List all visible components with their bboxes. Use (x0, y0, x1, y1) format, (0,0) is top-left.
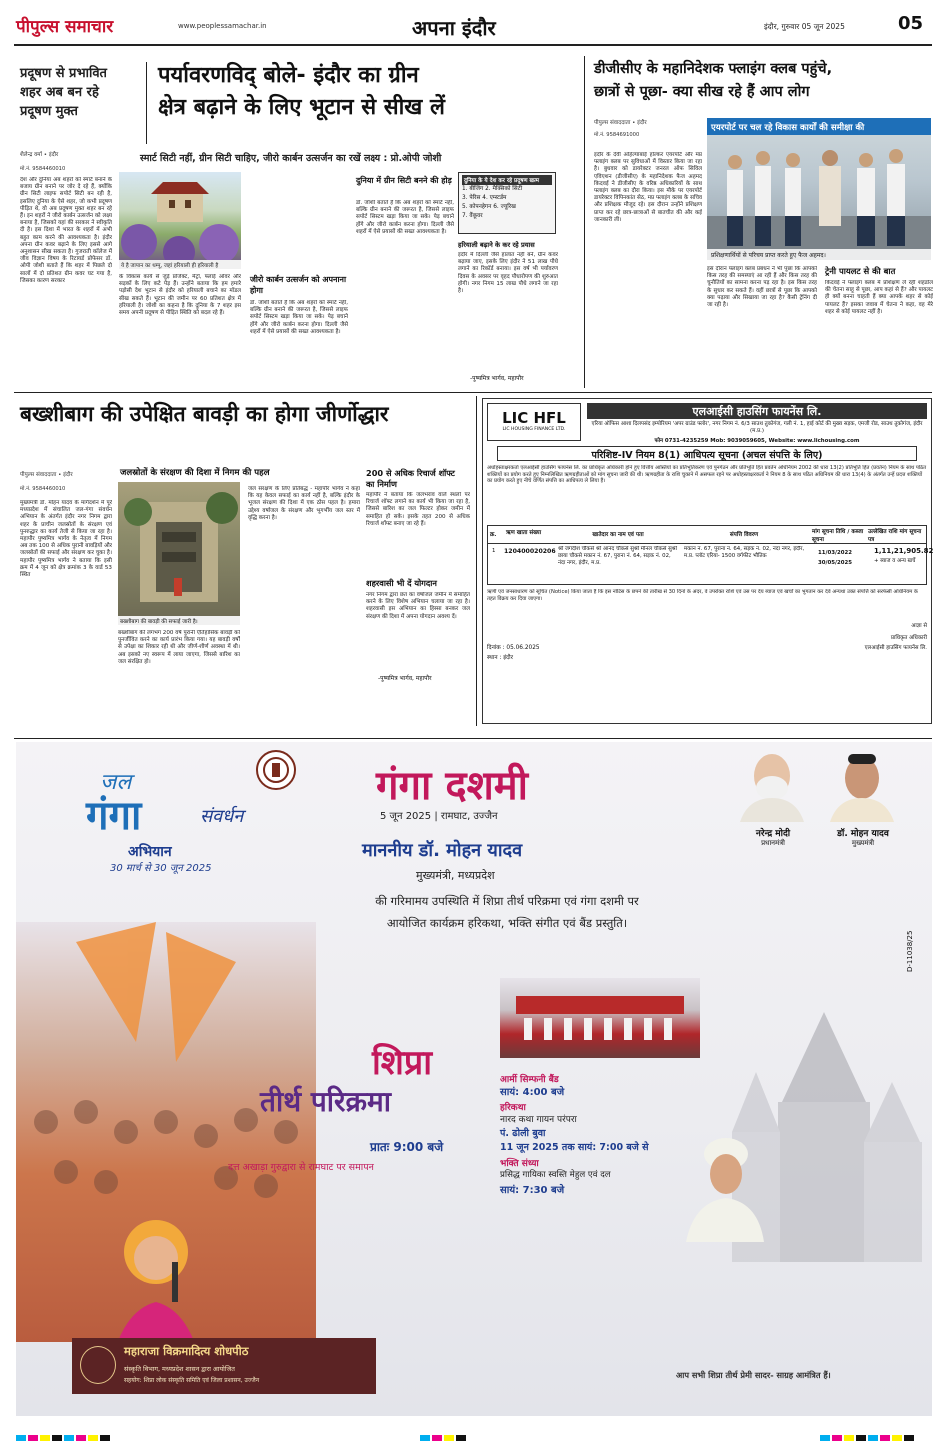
lic-table (487, 525, 934, 585)
sub-world-green: दुनिया में ग्रीन सिटी बनने की होड़ (356, 176, 452, 185)
kicker-line: प्रदूषण मुक्त (20, 104, 78, 119)
th-date: मांग सूचना तिथि / कब्जा सूचना (812, 529, 864, 543)
photo-caption: प्रशिक्षणार्थियों से परिचय प्राप्त करते हुए फैज अहमद। (707, 249, 931, 260)
schedule-item-detail: नारद कथा गायन परंपरा (500, 1115, 577, 1125)
bhutan-photo-art (119, 172, 241, 268)
story1-body3: डॉ. जोशी बताते हैं कि अब शहरों को स्मार्ट नहीं, बल्कि ग्रीन बनाने की जरूरत है, जिससे लाइफ सपोर्ट सिस्टम खड़ा किया जा सके। पेड़ बचाने होंगे और जीरो कार्बन करना होगा। दिल्ली जैसे शहरों में ऐसे प्रयासों की सख्त आवश्यकता है। (356, 200, 454, 235)
lic-sign-3: एलआईसी हाउसिंग फायनेंस लि. (864, 645, 927, 651)
story1-author: -पुष्यमित्र भार्गव, महापौर (470, 375, 524, 382)
guest-name: माननीय डॉ. मोहन यादव (362, 840, 523, 861)
stage-photo (500, 978, 700, 1058)
table-row (488, 544, 934, 584)
registration-bar-right (820, 1426, 916, 1445)
story2-body: इंदौर के देवी अहिल्याबाई होल्कर एयरपोर्ट और मप्र फ्लाइंग क्लब पर सुविधाओं में विस्तार किया जा रहा है। बुधवार को डायरेक्टर जनरल ऑफ सिविल एविएशन (डीजीसीए) के महानिदेशक फैज अहमद किदवई ने डीजीसीए के वरिष्ठ अधिकारियों के साथ फ्लाइंग क्लब का दौरा किया। इस मौके पर एयरपोर्ट डायरेक्टर विपिनकांत सेठ, मप्र फ्लाइंग क्लब के सचिव और प्रशिक्षक मौजूद रहे। इस दौरान उन्होंने प्रशिक्षण प्राप्त कर रहे छात्र-छात्राओं से बातचीत की और कई जानकारी ली। (594, 152, 702, 223)
leader1-title: प्रधानमंत्री (761, 839, 785, 847)
lic-sign-1: आज्ञा से (911, 623, 927, 629)
schedule-item-detail: 11 जून 2025 तक सायं: 7:00 बजे से (500, 1142, 649, 1153)
flying-club-photo (707, 118, 931, 260)
bhutan-photo (119, 172, 241, 268)
lic-sign-2: प्राधिकृत अधिकारी (890, 635, 927, 641)
campaign-line-2: गंगा (86, 792, 142, 839)
story2-body2: इस दौरान फ्लाइंग क्लब प्रबंधन ने भी पूछा कि आपको किस तरह की समस्याएं आ रही हैं और किस तरह की चुनौतियों का सामना करना पड़ रहा है। इस किस तरह के सुधार कर सकते हैं। वहीं छात्रों से पूछा कि आपको क्या पढ़ाया और सिखाया जा रहा है? कैसी ट्रेनिंग दी जा रही है। (707, 266, 817, 309)
lic-date: दिनांक : 05.06.2025 (487, 645, 540, 651)
schedule-item-title: पं. ढोली बुवा (500, 1128, 546, 1139)
th-property: संपत्ति विवरण (729, 532, 759, 538)
masthead-website: www.peoplessamachar.in (178, 22, 267, 30)
headline-line: छात्रों से पूछा- क्या सीख रहे हैं आप लोग (594, 84, 810, 100)
td-date1: 11/03/2022 (818, 550, 852, 556)
registration-bar-mid (420, 1426, 468, 1445)
lic-address: एरिया ऑफिस आशा दिलपसंद इम्पोरियम 'अपर ग्राउंड फ्लोर', नगर निगम नं. 6/3 साउथ तुकोगंज, गली नं. 1, हाई कोर्ट की मुख्य सड़क, एमजी रोड, साउथ तुकोगंज, इंदौर (म.प्र.) (591, 421, 923, 434)
campaign-logo (66, 766, 286, 896)
registration-bar-left (16, 1426, 112, 1445)
leader1-art (732, 742, 812, 822)
lic-contact: फोन 0731-4235259 Mob: 9039059605, Website: www.lichousing.com (654, 438, 860, 444)
photo-banner: एयरपोर्ट पर चल रहे विकास कार्यों की समीक्षा की (707, 118, 931, 135)
sub-jal: जलस्रोतों के संरक्षण की दिशा में निगम की पहल (120, 468, 270, 478)
story1-body4: इंदौर में दिल्ली जैसे हालात नहीं बने, ग्रीन कवर बढ़ाया जाए, इसके लिए इंदौर ने 51 लाख पौधे लगाने का रिकॉर्ड बनाया। इस वर्ष भी पर्यावरण दिवस के अवसर पर वृहद पौधारोपण की शुरुआत होगी। नगर निगम 15 लाख पौधे लगाने जा रहा है। (458, 252, 558, 295)
countries-box-title: दुनिया के ये देश कर रहे प्रदूषण खत्म (462, 175, 552, 185)
ad-top-rule (14, 738, 932, 739)
sub-trainee: ट्रेनी पायलट से की बात (825, 266, 896, 276)
bhutan-photo-caption: ये है जापान का थम्पू, जहां हरियाली ही हरियाली है (119, 260, 241, 269)
bawdi-caption: बख्शीबाग की बावड़ी की सफाई जारी है। (118, 616, 240, 625)
story2-byline: पीपुल्स संवाददाता • इंदौर (594, 120, 647, 126)
org-emblem (80, 1346, 116, 1384)
parikrama-line-1: शिप्रा (372, 1043, 433, 1083)
mp-emblem (256, 750, 296, 790)
page-number: 05 (898, 13, 924, 34)
schedule-item-detail: प्रसिद्ध गायिका स्वस्ति मेहुल एवं दल (500, 1170, 611, 1180)
event-date: 5 जून 2025 | रामघाट, उज्जैन (380, 811, 498, 822)
lic-intro: अधोहस्ताक्षरकर्ता एलआईसी हाउसिंग फायनेंस लि. का प्राधिकृत अधिकारी होने हुए वित्तीय आस्तियों का प्रतिभूतिकरण एवं पुनर्गठन और प्रतिभूति हित प्रवर्तन अधिनियम 2002 की धारा 13(2) प्रतिभूति हित (प्रवर्तन) नियम के साथ पठित शक्तियों का प्रयोग करते हुए निम्नलिखित ऋणग्रहीताओं को मांग सूचना जारी की थी। ऋणग्रहीता के राशि चुकाने में असफल रहने पर अधोहस्ताक्षरकर्ता ने नियम 8 के साथ पठित अधिनियम की धारा 13(4) के अंतर्गत उन्हें प्रदत्त शक्तियों का प्रयोग करते हुए नीचे वर्णित संपत्ति का आधिपत्य ले लिया है। (487, 465, 927, 485)
ad-invite: आप सभी शिप्रा तीर्थ प्रेमी सादर- साग्रह आमंत्रित हैं। (676, 1370, 831, 1380)
lic-footer: ऋणी एवं जनसाधारण को सूचित (Notice) किया जाता है कि इस नोटिस के छपने की तारीख से 30 दिनों के अंदर, वे उपरोक्त राशि एवं उस पर देय ब्याज एवं खर्चों का भुगतान कर देवें अन्यथा उक्त संपत्ति को सरफेसी अधिनियम के तहत विक्रय कर दिया जाएगा। (487, 589, 918, 602)
story3-body: मुख्यमंत्री डॉ. मोहन यादव के मार्गदर्शन में पूरे मध्यप्रदेश में संचालित जल-गंगा संवर्धन अभियान के अंतर्गत इंदौर नगर निगम द्वारा शहर के प्राचीन जलस्रोतों के संरक्षण एवं पुनरुद्धार का कार्य तेजी से किया जा रहा है। महापौर पुष्यमित्र भार्गव के नेतृत्व में निगम अब तक 100 से अधिक पुरानी बावड़ियों और जलस्रोतों की सफाई और संरक्षण कर चुका है। महापौर पुष्यमित्र भार्गव ने बताया कि इसी क्रम में 4 जून को क्षेत्र क्रमांक 3 के वार्ड 53 स्थित (20, 500, 112, 579)
schedule-item-detail: सायं: 4:00 बजे (500, 1087, 565, 1098)
bawdi-photo (118, 482, 240, 616)
schedule-item-detail: सायं: 7:30 बजे (500, 1185, 565, 1196)
story1-headline (158, 60, 588, 124)
table-header (488, 526, 926, 544)
story1-subhead: स्मार्ट सिटी नहीं, ग्रीन सिटी चाहिए, जीरो कार्बन उत्सर्जन का रखें लक्ष्य : प्रो.ओपी जोशी (140, 153, 442, 164)
leader2-name: डॉ. मोहन यादव (837, 829, 889, 839)
guest-title: मुख्यमंत्री, मध्यप्रदेश (416, 869, 495, 882)
lic-title: परिशिष्ट-IV नियम 8(1) आधिपत्य सूचना (अचल संपत्ति के लिए) (497, 446, 917, 461)
ganga-ad (16, 742, 932, 1416)
leader2-art (822, 742, 902, 822)
kicker-line: प्रदूषण से प्रभावित (20, 66, 107, 81)
section-title: अपना इंदौर (412, 16, 496, 40)
story3-body5: नगर निगम द्वारा छत का वर्षाजल जमीन में समाहित करने के लिए विशेष अभियान चलाया जा रहा है। शहरवासी इस अभियान का हिस्सा बनकर जल संरक्षण की दिशा में अपना योगदान अवश्य दें। (366, 592, 470, 620)
schedule-item-title: भक्ति संध्या (500, 1159, 539, 1169)
org-footer (72, 1338, 376, 1394)
parikrama-route: दत्त अखाड़ा गुरुद्वारा से रामघाट पर समापन (228, 1162, 374, 1173)
story2-headline (594, 58, 934, 104)
event-title: गंगा दशमी (376, 762, 529, 809)
td-property: मकान नं. 67, पुराना नं. 64, सड़क नं. 02, नंदा नगर, इंदौर, म.प्र. प्लॉट एरिया- 1500 वर्गफीट भौतिक (684, 546, 805, 559)
headline-line: क्षेत्र बढ़ाने के लिए भूटान से सीख लें (158, 95, 445, 120)
countries-box-item: 1. बीजिंग 2. मैक्सिको सिटी (462, 186, 523, 192)
leader-photo-2 (822, 742, 902, 822)
masthead-date: इंदौर, गुरुवार 05 जून 2025 (764, 22, 845, 31)
bawdi-photo-art (118, 482, 240, 616)
countries-box (458, 172, 556, 234)
headline-line: पर्यावरणविद् बोले- इंदौर का ग्रीन (158, 63, 419, 88)
lic-company: एलआईसी हाउसिंग फायनेंस लि. (587, 403, 927, 419)
story3-body3: जल संरक्षण के लिए प्रतिबद्ध - महापौर भार्गव ने कहा कि यह केवल सफाई का कार्य नहीं है, बल्कि इंदौर के भूजल संरक्षण की दिशा में एक ठोस पहल है। हमारा उद्देश्य वर्षाजल के संरक्षण और भूगर्भीय जल स्तर में वृद्धि करना है। (248, 486, 360, 521)
masthead-rule (14, 44, 932, 46)
flying-club-art (707, 118, 931, 260)
org-line-1: संस्कृति विभाग, मध्यप्रदेश शासन द्वारा आयोजित (124, 1365, 235, 1373)
story2-mobile: मो.नं. 9584691000 (594, 132, 640, 138)
story1-rule-v (584, 56, 585, 388)
ad-desc-2: आयोजित कार्यक्रम हरिकथा, भक्ति संगीत एवं बैंड प्रस्तुति। (386, 916, 628, 930)
lic-notice (482, 398, 932, 724)
stage-art (500, 978, 700, 1058)
story1-body: देश और दुनिया अब शहरों को स्मार्ट बनाने के बजाय ग्रीन बनाने पर जोर दे रहे हैं, क्योंकि ग्रीन सिटी लाइफ सपोर्ट सिटी बन रही है, इसलिए दुनिया के ऐसे शहर, जो कभी प्रदूषण पीड़ित थे, वो अब प्रदूषण मुक्त शहर बन रहे हैं। इन शहरों ने जीरो कार्बन उत्सर्जन को लक्ष्य बनाया है, जिसको यहां की सरकार ने स्वीकृति दी है। इस दिशा में भारत के शहरों में अभी बहुत काम करने की आवश्यकता है। इंदौर अपना ग्रीन कवर बढ़ाने के लिए इससे आगे अनुशासन सीख सकता है। गुजराती कॉलेज में जीव विज्ञान विषय के रिटायर्ड प्रोफेसर डॉ. ओपी जोशी बताते हैं कि शहर में पिछले दो सालों में दो प्रतिशत ग्रीन कवर घट गया है, जिसका कारण सरकार (20, 177, 112, 284)
leader1-name: नरेन्द्र मोदी (755, 829, 791, 839)
th-account: ऋण खाता संख्या (506, 530, 542, 536)
sub-yoga: शहरवासी भी दें योगदान (366, 578, 437, 588)
schedule-item-title: आर्मी सिम्फनी बैंड (500, 1075, 559, 1085)
story3-byline: पीपुल्स संवाददाता • इंदौर (20, 472, 73, 478)
campaign-line-4: अभियान (128, 844, 172, 860)
emblem-icon (258, 752, 294, 788)
story3-body2: बख्शीबाग की लगभग 200 वर्ष पुरानी ऐतिहासिक बावड़ी को पुनर्जीवित करने का कार्य प्रारंभ किया गया। यह बावड़ी वर्षों से उपेक्षा का शिकार रही थी और जीर्ण-शीर्ण अवस्था में थी। अब इसको नए स्वरूप में लाया जाएगा, जिससे बारिश का जल संरक्षित हो। (118, 630, 240, 665)
story3-mobile: मो.नं. 9584460010 (20, 486, 66, 492)
story1-body2-left: के विकास कार्य से जुड़े प्रोजेक्ट, मेट्रो, फ्लाई ओवर और सड़कों के लिए कटे पेड़ हैं। उन्होंने बताया कि हम हमारे पड़ोसी देश भूटान से इंदौर को हरियाली बचाने का मॉडल सीख सकते हैं। भूटान की जमीन पर 60 प्रतिशत क्षेत्र में हरियाली है। जोशी का कहना है कि दुनिया के 7 शहर इस समय अपनी प्रदूषण से पीड़ित स्थिति को बदल रहे हैं। (119, 274, 241, 317)
th-name: खातेदार का नाम एवं पता (592, 532, 644, 538)
td-amount: 1,11,21,905.82 (874, 547, 934, 555)
lic-logo-box (487, 403, 581, 441)
campaign-dates: 30 मार्च से 30 जून 2025 (110, 863, 212, 874)
story1-body2-right: डॉ. जोशी बताते हैं कि अब शहरों को स्मार्ट नहीं, बल्कि ग्रीन बनाने की जरूरत है, जिससे लाइफ सपोर्ट सिस्टम खड़ा किया जा सके। पेड़ बचाने होंगे और जीरो कार्बन करना होगा। दिल्ली जैसे शहरों में ऐसे प्रयासों की सख्त आवश्यकता है। (250, 300, 348, 335)
story3-author: -पुष्यमित्र भार्गव, महापौर (378, 675, 432, 682)
saint-art (680, 1132, 770, 1242)
th-sr: क्र. (490, 532, 497, 538)
story3-headline: बख्शीबाग की उपेक्षित बावड़ी का होगा जीर्णोद्धार (20, 402, 389, 426)
campaign-line-1: जल (100, 770, 132, 795)
parikrama-time: प्रातः 9:00 बजे (370, 1140, 444, 1154)
org-name: महाराजा विक्रमादित्य शोधपीठ (124, 1344, 249, 1358)
kicker-line: शहर अब बन रहे (20, 85, 99, 100)
td-amount-note: + ब्याज व अन्य खर्चे (874, 558, 916, 564)
lic-logo-sub: LIC HOUSING FINANCE LTD. (502, 427, 566, 432)
leader-photo-1 (732, 742, 812, 822)
countries-box-item: 3. पेरिस 4. एम्स्टर्डम (462, 195, 507, 201)
schedule-list (500, 1072, 700, 1198)
countries-box-item: 5. कोपनहेगन 6. ज्यूरिख (462, 204, 516, 210)
masthead-logo: पीपुल्स समाचार (16, 17, 114, 37)
campaign-line-3: संवर्धन (200, 806, 244, 827)
story3-rule-v (476, 396, 477, 726)
schedule-item-title: हरिकथा (500, 1103, 526, 1113)
org-line-2: सहयोग: शिप्रा लोक संस्कृति समिति एवं जिला प्रशासन, उज्जैन (124, 1377, 260, 1384)
headline-line: डीजीसीए के महानिदेशक फ्लाइंग क्लब पहुंचे, (594, 61, 833, 77)
masthead (0, 0, 945, 44)
story1-mobile: मो.नं. 9584460010 (20, 166, 66, 172)
kicker-divider (146, 62, 147, 144)
story3-body4: महापौर ने बताया कि जलभराव वाले स्थलों पर रिचार्ज शॉफ्ट लगाने का कार्य भी किया जा रहा है, जिससे बारिश का जल फिल्टर होकर जमीन में समाहित हो सके। इसके तहत 200 से अधिक रिचार्ज शॉफ्ट बनाए जा रहे हैं। (366, 492, 470, 527)
sub-recharge: 200 से अधिक रिचार्ज शॉफ्ट का निर्माण (366, 468, 455, 489)
sub-zero-carbon: जीरो कार्बन उत्सर्जन को अपनाना होगा (250, 275, 347, 295)
row1-rule (14, 392, 932, 393)
ad-desc-1: की गरिमामय उपस्थिति में शिप्रा तीर्थ परिक्रमा एवं गंगा दशमी पर (375, 894, 639, 908)
lic-logo: LIC HFL (502, 409, 566, 427)
leader2-title: मुख्यमंत्री (851, 839, 875, 847)
saint-figure (680, 1132, 770, 1242)
lic-place: स्थान : इंदौर (487, 655, 513, 661)
td-sr: 1 (492, 548, 496, 554)
td-account: 120400020206 (504, 548, 556, 555)
countries-box-item: 7. वैंकूवर (462, 213, 483, 219)
td-name: श्री जगदीश चौकसे श्री आनंद चौकसे सुश्री मीनल चौकसे सुश्री छाया चौकसे मकान नं. 67, पुराना नं. 64, सड़क नं. 02, नंदा नगर, इंदौर, म.प्र. (558, 546, 677, 566)
story2-body3: किदवई ने फ्लाइंग क्लब में प्रशिक्षण ले रही शहडोल की चेतना साहू से पूछा, आप कहां से हैं? और पायलट ही क्यों बनना चाहती हैं क्या आपके शहर से कोई पायलट हैं? इसका जवाब में चेतना ने कहा, वह मेरे शहर से कोई पायलट नहीं है। (825, 280, 933, 315)
story1-kicker (20, 64, 140, 121)
parikrama-line-2: तीर्थ परिक्रमा (260, 1085, 391, 1118)
story1-byline: शैलेन्द्र वर्मा • इंदौर (20, 152, 59, 158)
ad-code: D-11038/25 (906, 930, 914, 972)
th-amount: उल्लेखित राशि मांग सूचना पत्र (868, 529, 922, 543)
sub-green-effort: हरियाली बढ़ाने के कर रहे प्रयास (458, 241, 535, 249)
td-date2: 30/05/2025 (818, 560, 852, 566)
